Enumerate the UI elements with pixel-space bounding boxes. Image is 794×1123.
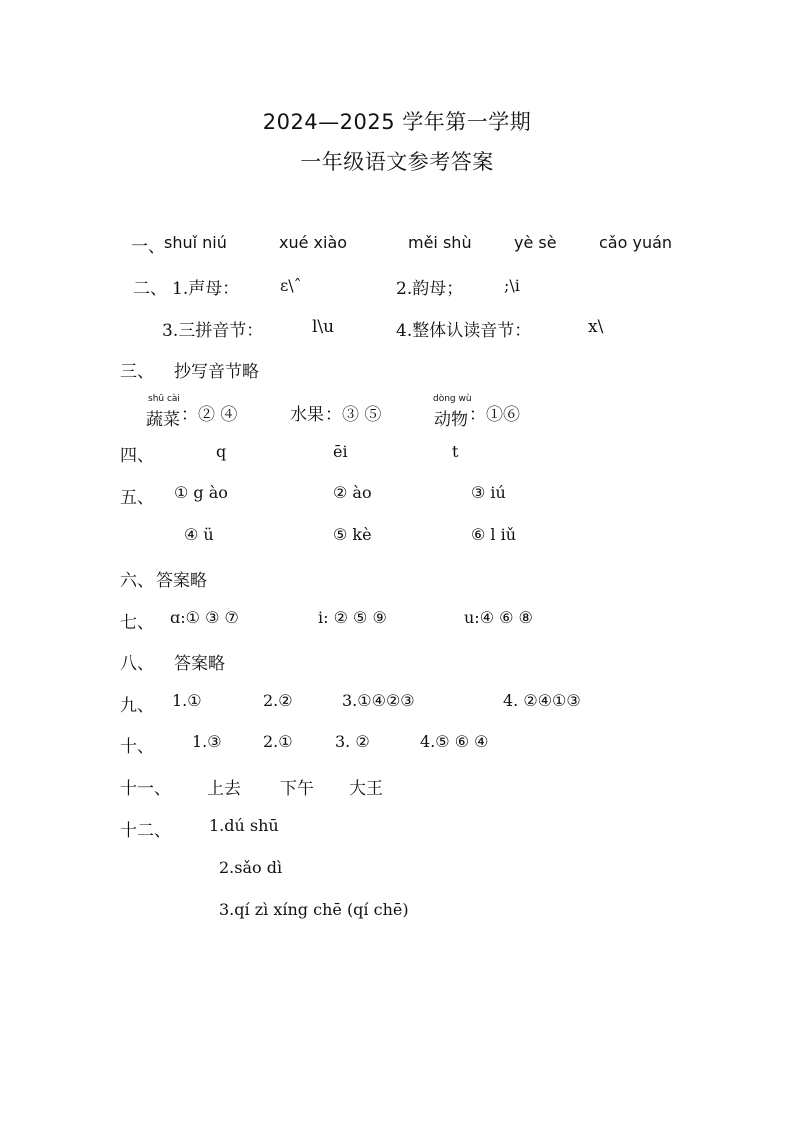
q3-text: 抄写音节略 (174, 362, 259, 382)
q7-u: u:④ ⑥ ⑧ (464, 608, 533, 627)
q2-a4-value: x\ (588, 317, 604, 337)
q2-a2-value: ;\i (504, 276, 520, 295)
q7-label: 七、 (120, 613, 154, 633)
q10-item: 4.⑤ ⑥ ④ (420, 732, 489, 751)
q2-label: 二、 (133, 279, 167, 299)
q12-item: 1.dú shū (209, 816, 279, 835)
q1-item: shuǐ niú (164, 233, 227, 252)
q5-item: ② ào (333, 483, 372, 502)
q1-item: měi shù (408, 233, 472, 252)
q5-item: ① g ào (174, 483, 228, 502)
q11-item: 下午 (280, 779, 314, 799)
q8-text: 答案略 (174, 654, 225, 674)
q4-item: t (452, 442, 459, 461)
q4-label: 四、 (120, 446, 154, 466)
q1-item: yè sè (514, 233, 557, 252)
q3-g3-answer: ：①⑥ (469, 405, 520, 425)
q10-item: 3. ② (335, 732, 370, 751)
q8-label: 八、 (120, 654, 154, 674)
q5-label: 五、 (120, 488, 154, 508)
q2-a1-label: 1.声母： (172, 279, 240, 299)
q3-g2-answer: ：③ ⑤ (325, 405, 382, 425)
title-year: 2024—2025 学年第一学期 (262, 110, 532, 134)
q2-a1-value: ɛ\ˆ (280, 276, 302, 295)
q12-label: 十二、 (120, 821, 171, 841)
q1-item: xué xiào (279, 233, 348, 252)
q4-item: ēi (333, 442, 348, 461)
q4-item: q (216, 442, 227, 461)
q12-item: 2.sǎo dì (219, 858, 283, 877)
q3-g1-answer: ：② ④ (181, 405, 238, 425)
q11-item: 大王 (349, 779, 383, 799)
q3-g1-word: 蔬菜 (146, 410, 180, 430)
q2-a3-label: 3.三拼音节： (162, 321, 264, 341)
q3-g3-word: 动物 (434, 410, 468, 430)
q5-item: ④ ü (184, 525, 214, 544)
title-subject: 一年级语文参考答案 (300, 150, 494, 174)
q9-item: 3.①④②③ (342, 691, 415, 710)
q3-g2-word: 水果 (290, 405, 324, 425)
q5-item: ③ iú (471, 483, 506, 502)
q7-i: i: ② ⑤ ⑨ (318, 608, 387, 627)
q2-a4-label: 4.整体认读音节： (396, 321, 532, 341)
q9-label: 九、 (120, 696, 154, 716)
q10-item: 1.③ (192, 732, 222, 751)
q6-label: 六、 (120, 571, 154, 591)
q10-item: 2.① (263, 732, 293, 751)
q9-item: 4. ②④①③ (503, 691, 581, 710)
q2-a2-label: 2.韵母； (396, 279, 464, 299)
q7-a: ɑ:① ③ ⑦ (170, 608, 239, 627)
q11-label: 十一、 (120, 779, 171, 799)
q5-item: ⑤ kè (333, 525, 372, 544)
q1-label: 一、 (131, 237, 165, 257)
q3-g1-pinyin: shū cài (148, 394, 180, 404)
q10-label: 十、 (120, 737, 154, 757)
q2-a3-value: l\u (312, 317, 335, 337)
q12-item: 3.qí zì xíng chē (qí chē) (219, 900, 409, 919)
q6-text: 答案略 (156, 571, 207, 591)
q9-item: 1.① (172, 691, 202, 710)
q9-item: 2.② (263, 691, 293, 710)
q3-g3-pinyin: dòng wù (433, 394, 472, 404)
q1-item: cǎo yuán (599, 233, 673, 252)
q3-label: 三、 (120, 362, 154, 382)
q11-item: 上去 (207, 779, 241, 799)
q5-item: ⑥ l iǔ (471, 525, 517, 544)
